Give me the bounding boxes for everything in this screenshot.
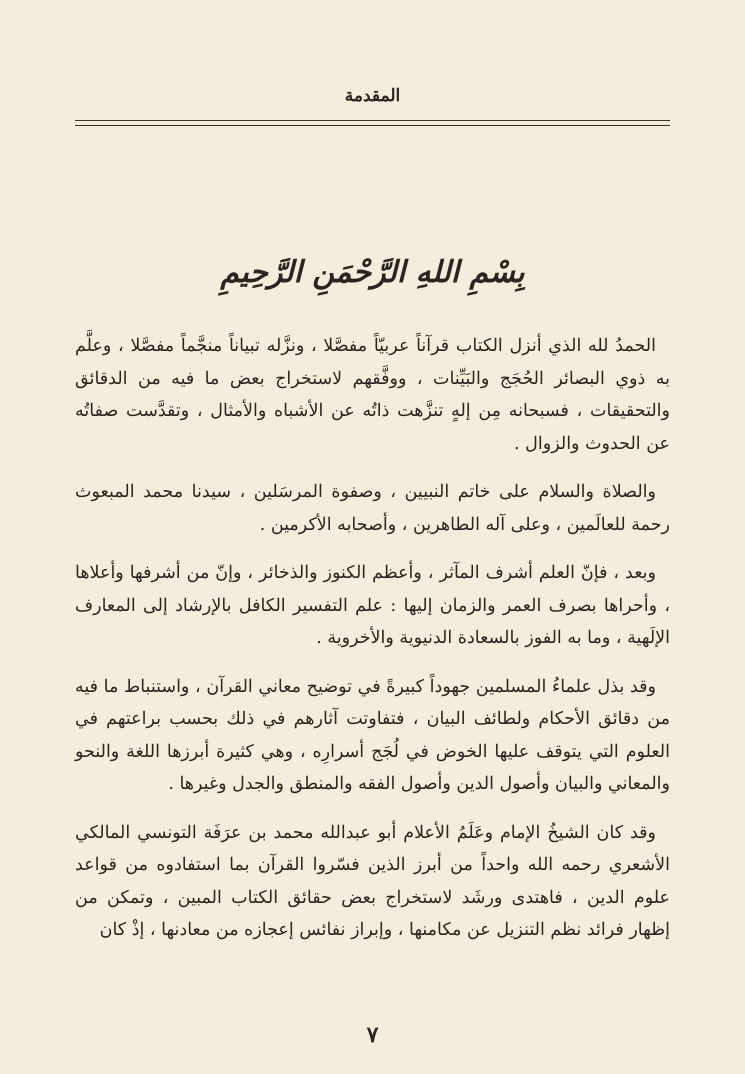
paragraph-knowledge: وبعد ، فإنّ العلم أشرف المآثر ، وأعظم الكنوز والذخائر ، وإنّ من أشرفها وأعلاها ، وأحراها بصرف العمر والزمان إليها : علم التفسير الكافل بالإرشاد إلى المعارف الإلَهية ، وما به الفوز بالسعادة الدنيوية والأخروية .: [75, 563, 670, 648]
paragraph-scholars: وقد بذل علماءُ المسلمين جهوداً كبيرةً في توضيح معاني القرآن ، واستنباط ما فيه من دقائق الأحكام ولطائف البيان ، فتفاوتت آثارهم في ذلك بحسب براعتهم في العلوم التي يتوقف عليها الخوض في لُجَج أسرارِه ، وهي كثيرة أبرزها اللغة والنحو والمعاني والبيان وأصول الدين وأصول الفقه والمنطق والجدل وغيرها .: [75, 676, 670, 794]
basmala-calligraphy: بِسْمِ اللهِ الرَّحْمَنِ الرَّحِيمِ: [220, 255, 525, 290]
header-double-rule: [75, 120, 670, 126]
main-text: [75, 330, 670, 963]
page-number: ٧: [366, 1022, 379, 1048]
paragraph-ibn-arafa: وقد كان الشيخُ الإمام وعَلَمُ الأعلام أبو عبدالله محمد بن عرَفَة التونسي المالكي الأشعري رحمه الله واحداً من أبرز الذين فسّروا القرآن بما استفادوه من قواعد علوم الدين ، فاهتدى ورشَد لاستخراج بعض حقائق الكتاب المبين ، وتمكن من إظهار فرائد نظم التنزيل عن مكامنها ، وإبراز نفائس إعجازه من معادنها ، إذْ كان: [75, 822, 670, 940]
paragraph-praise: الحمدُ لله الذي أنزل الكتاب قرآناً عربيّاً مفصَّلا ، ونزَّله تبياناً منجَّماً مفصَّلا ، وعلَّم به ذوي البصائر الحُجَج والبَيِّنات ، ووفَّقهم لاستخراج بعض ما فيه من الدقائق والتحقيقات ، فسبحانه مِن إلهٍ تنزَّهت ذاتُه عن الأشباه والأمثال ، وتقدَّست صفاتُه عن الحدوث والزوال .: [75, 336, 670, 454]
paragraph-salutation: والصلاة والسلام على خاتم النبيين ، وصفوة المرسَلين ، سيدنا محمد المبعوث رحمة للعالَمين ، وعلى آله الطاهرين ، وأصحابه الأكرمين .: [75, 482, 670, 535]
page-title: المقدمة: [344, 86, 401, 106]
